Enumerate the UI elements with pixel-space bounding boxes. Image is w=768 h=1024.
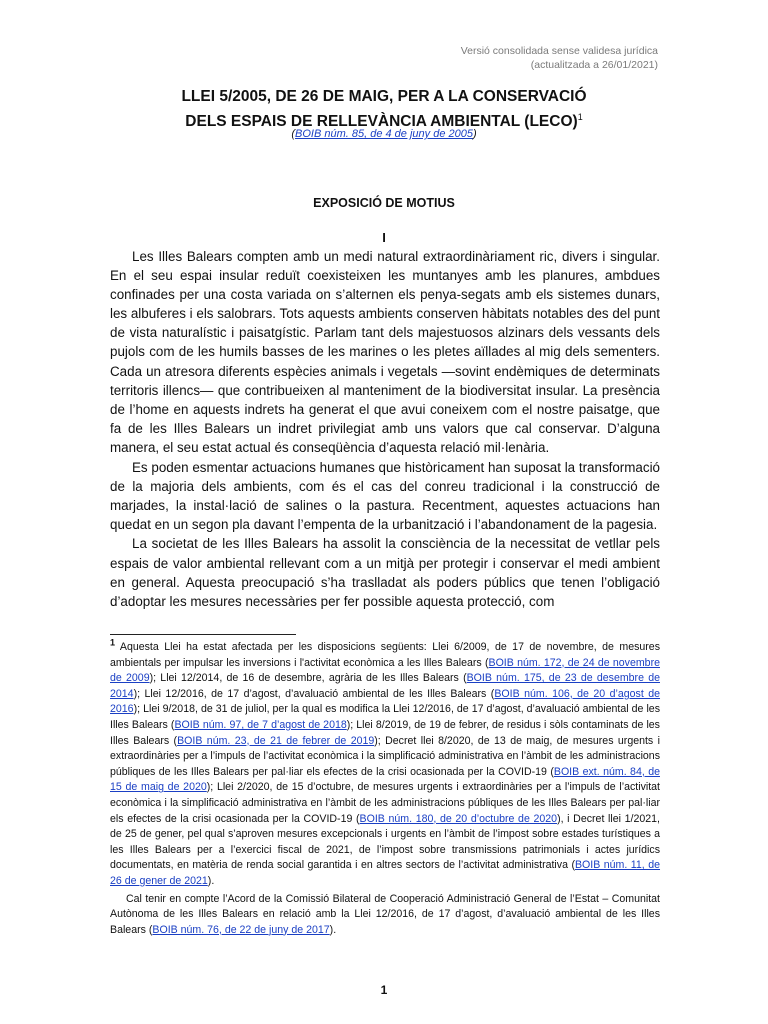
paragraph-3: La societat de les Illes Balears ha assolit la consciència de la necessitat de vetllar pels espais de valor ambiental rellevant com a un mitjà per protegir i conservar el medi ambient en general. Aquesta preocupació s’ha traslladat als poders públics que tenen l’obligació d’adoptar les mesures necessàries per fer possible aquesta protecció, com — [110, 536, 660, 609]
footnote-2-text: Cal tenir en compte l’Acord de la Comissió Bilateral de Cooperació Administració General de l’Estat – Comunitat Autònoma de les Illes Balears en relació amb la Llei 12/2016, de 17 d’agost, d’avaluació ambiental de les Illes Balears ( — [110, 892, 660, 936]
footnote-1-mark: 1 — [110, 637, 116, 648]
boib-link-2021[interactable]: BOIB núm. 11, de 26 de gener de 2021 — [110, 859, 661, 887]
boib-link-2020-may[interactable]: BOIB ext. núm. 84, de 15 de maig de 2020 — [110, 765, 660, 794]
footnote-1-text: ), i Decret llei 1/2021, de 25 de gener, pel qual s’aproven mesures excepcionals i urgents en l’àmbit de l’impost sobre estades turístiques a les Illes Balears per a l’exercici fiscal de 2021, de l’impost sobre transmissions patrimonials i actes jurídics documentats, en matèria de renda social garantida i en altres sectors de l’activitat administrativa ( — [110, 812, 660, 872]
boib-link-2019[interactable]: BOIB núm. 23, de 21 de febrer de 2019 — [177, 734, 375, 747]
header-note-line-1: Versió consolidada sense validesa jurídica — [460, 45, 658, 57]
consolidated-version-note — [461, 44, 658, 72]
section-heading: EXPOSICIÓ DE MOTIUS — [313, 196, 455, 210]
footnote-1-text: ); Llei 12/2016, de 17 d’agost, d’avaluació ambiental de les Illes Balears ( — [133, 687, 495, 700]
footnote-separator — [110, 634, 296, 635]
boib-link-2017[interactable]: BOIB núm. 76, de 22 de juny de 2017 — [152, 923, 330, 936]
body-text — [110, 247, 660, 611]
boib-close-paren: ) — [472, 128, 477, 140]
boib-link-2016[interactable]: BOIB núm. 106, de 20 d’agost de 2016 — [110, 687, 661, 716]
paragraph-1: Les Illes Balears compten amb un medi natural extraordinàriament ric, divers i singular. En el seu espai insular reduït coexisteixen les muntanyes amb les planures, ambdues confinades per una costa variada on s’alternen els penya-segats amb els sistemes dunars, les albuferes i els salobrars. Tots aquests ambients conserven hàbitats notables des del punt de vista naturalístic i paisatgístic. Parlam tant dels majestuosos alzinars dels vessants dels pujols com de les humils basses de les marines o les pletes aïllades al mig dels sementers. Cada un atresora diferents espècies animals i vegetals —sovint endèmiques de determinats territoris illencs— que contribueixen al manteniment de la biodiversitat insular. La presència de l’home en aquests indrets ha generat el que avui coneixem com el nostre paisatge, que fa de les Illes Balears un indret privilegiat amb uns valors que cal conservar. D’alguna manera, el seu estat actual és conseqüència d’aquesta relació mil·lenària. — [110, 249, 660, 455]
boib-link-title[interactable]: BOIB núm. 85, de 4 de juny de 2005 — [295, 128, 473, 140]
boib-link-2014[interactable]: BOIB núm. 175, de 23 de desembre de 2014 — [110, 672, 660, 700]
boib-link-2009[interactable]: BOIB núm. 172, de 24 de novembre de 2009 — [110, 656, 660, 685]
footnote-1-text: ); Llei 9/2018, de 31 de juliol, per la qual es modifica la Llei 12/2016, de 17 d’agost, d’avaluació ambiental de les Illes Balears ( — [110, 703, 660, 731]
footnote-2 — [110, 892, 660, 939]
footnote-1-text: ); Llei 8/2019, de 19 de febrer, de residus i sòls contaminats de les Illes Balears ( — [110, 718, 660, 747]
paragraph-2: Es poden esmentar actuacions humanes que històricament han suposat la transformació de la majoria dels ambients, com és el cas del conreu tradicional i la construcció de marjades, la instal·lació de salines o la pastura. Recentment, aquestes actuacions han quedat en un segon pla davant l’empenta de la urbanització i l’abandonament de la pagesia. — [110, 459, 660, 532]
title-boib-reference — [110, 128, 658, 140]
law-title-line-2-text: DELS ESPAIS DE RELLEVÀNCIA AMBIENTAL (LECO) — [185, 113, 578, 131]
law-title-line-1: LLEI 5/2005, DE 26 DE MAIG, PER A LA CONSERVACIÓ — [181, 88, 587, 105]
title-footnote-ref[interactable]: 1 — [577, 112, 583, 122]
page-number: 1 — [380, 983, 388, 997]
footnote-1-text: ). — [207, 874, 215, 887]
law-title — [110, 86, 658, 132]
boib-link-2020-oct[interactable]: BOIB núm. 180, de 20 d’octubre de 2020 — [359, 812, 558, 825]
footnote-1-text: ); Decret llei 8/2020, de 13 de maig, de mesures urgents i extraordinàries per a l’impuls de l’activitat econòmica i la simplificació administrativa en l’àmbit de les administracions públiques de les Illes Balears per pal·liar els efectes de la crisi ocasionada per la COVID-19 ( — [110, 734, 660, 778]
boib-open-paren: ( — [291, 128, 296, 140]
section-roman-numeral: I — [382, 230, 386, 245]
footnote-1 — [110, 637, 661, 890]
footnotes — [110, 637, 661, 938]
boib-link-2018[interactable]: BOIB núm. 97, de 7 d’agost de 2018 — [174, 718, 347, 731]
footnote-2-text: ). — [329, 923, 337, 936]
footnote-1-text: Aquesta Llei ha estat afectada per les disposicions següents: Llei 6/2009, de 17 de novembre, de mesures ambientals per impulsar les inversions i l'activitat econòmica a les Illes Balears ( — [110, 641, 660, 669]
footnote-1-text: ); Llei 2/2020, de 15 d’octubre, de mesures urgents i extraordinàries per a l’impuls de l’activitat econòmica i la simplificació administrativa en l’àmbit de les administracions públiques de les Illes Balears per pal·liar els efectes de la crisi ocasionada per la COVID-19 ( — [110, 781, 660, 825]
header-note-line-2: (actualitzada a 26/01/2021) — [530, 59, 658, 71]
footnote-1-text: ); Llei 12/2014, de 16 de desembre, agrària de les Illes Balears ( — [149, 672, 467, 685]
